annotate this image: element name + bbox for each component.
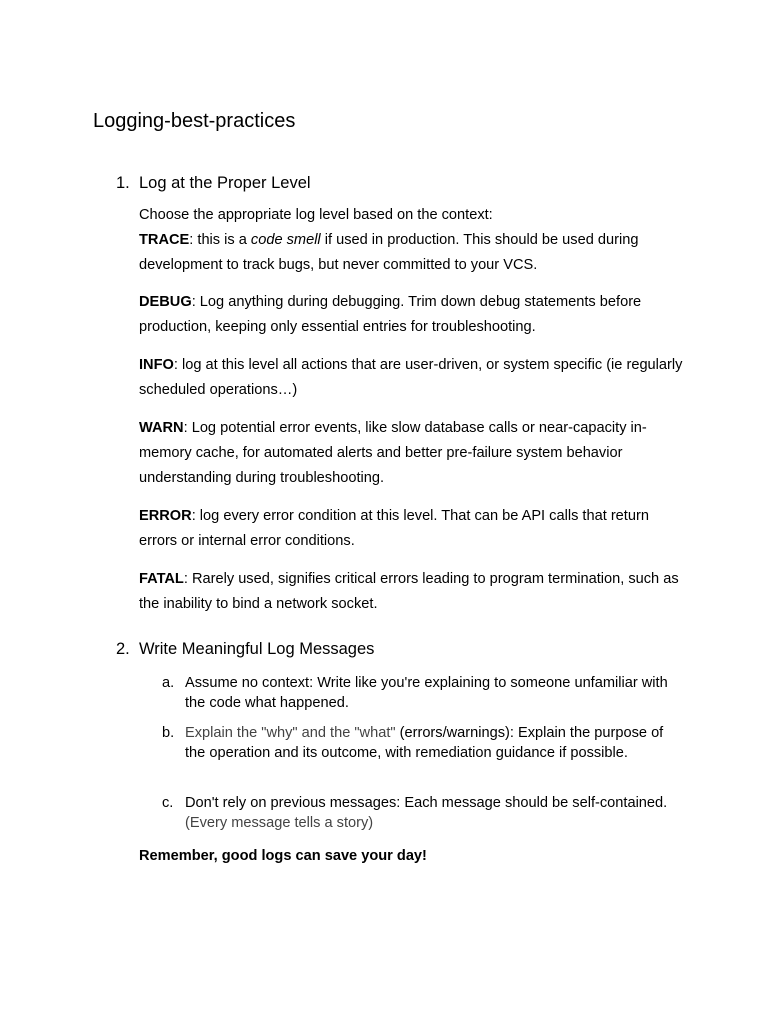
section-title: Write Meaningful Log Messages <box>139 640 375 658</box>
level-name-trace: TRACE <box>139 232 190 248</box>
list-item-c <box>162 794 682 833</box>
list-item-a <box>162 674 682 713</box>
section-number: 1. <box>116 174 130 192</box>
list-item-letter: b. <box>162 725 175 741</box>
level-paragraph-warn <box>139 416 684 491</box>
list-item-text: Don't rely on previous messages: Each message should be self-contained. <box>185 795 668 811</box>
level-paragraph-error <box>139 504 684 554</box>
section-heading-1 <box>116 172 311 194</box>
section-title: Log at the Proper Level <box>139 174 311 192</box>
list-item-text-grey: (Every message tells a story) <box>185 814 374 831</box>
list-item-letter: c. <box>162 795 174 811</box>
level-name-warn: WARN <box>139 420 184 436</box>
level-text-trace-b: if used in production. This should be used during development to track bugs, but never committed to your VCS. <box>139 232 639 273</box>
list-item-text-wrapper <box>185 794 682 833</box>
section-heading-2 <box>116 638 374 660</box>
level-text-warn: : Log potential error events, like slow database calls or near-capacity in-memory cache, for automated alerts and better pre-failure system behavior understanding during troubleshooting. <box>139 420 647 486</box>
list-item-text: Assume no context: Write like you're explaining to someone unfamiliar with the code what happened. <box>185 675 668 711</box>
list-item-text: (errors/warnings): Explain the purpose of the operation and its outcome, with remediation guidance if possible. <box>185 725 664 761</box>
section-number: 2. <box>116 640 130 658</box>
level-paragraph-fatal <box>139 567 684 617</box>
level-paragraph-info <box>139 353 684 403</box>
level-name-debug: DEBUG <box>139 294 192 310</box>
level-text-trace-em: code smell <box>250 232 321 248</box>
level-name-fatal: FATAL <box>139 571 184 587</box>
level-text-trace-a: : this is a <box>189 232 251 248</box>
list-item-letter: a. <box>162 675 175 691</box>
list-item-text-grey: Explain the "why" and the "what" <box>185 725 396 741</box>
list-item-text-wrapper <box>185 724 682 763</box>
closing-remark: Remember, good logs can save your day! <box>139 848 427 864</box>
level-text-debug: : Log anything during debugging. Trim down debug statements before production, keeping only essential entries for troubleshooting. <box>139 294 642 335</box>
intro-text: Choose the appropriate log level based on the context: <box>139 207 493 223</box>
level-paragraph-debug <box>139 290 684 340</box>
list-item-b <box>162 724 682 763</box>
document-title: Logging-best-practices <box>93 110 296 132</box>
level-name-error: ERROR <box>139 508 192 524</box>
level-name-info: INFO <box>139 357 174 373</box>
level-text-fatal: : Rarely used, signifies critical errors leading to program termination, such as the inability to bind a network socket. <box>139 571 679 612</box>
level-intro-paragraph <box>139 203 684 278</box>
level-text-info: : log at this level all actions that are user-driven, or system specific (ie regularly scheduled operations…) <box>139 357 683 398</box>
level-text-error: : log every error condition at this level. That can be API calls that return errors or internal error conditions. <box>139 508 649 549</box>
